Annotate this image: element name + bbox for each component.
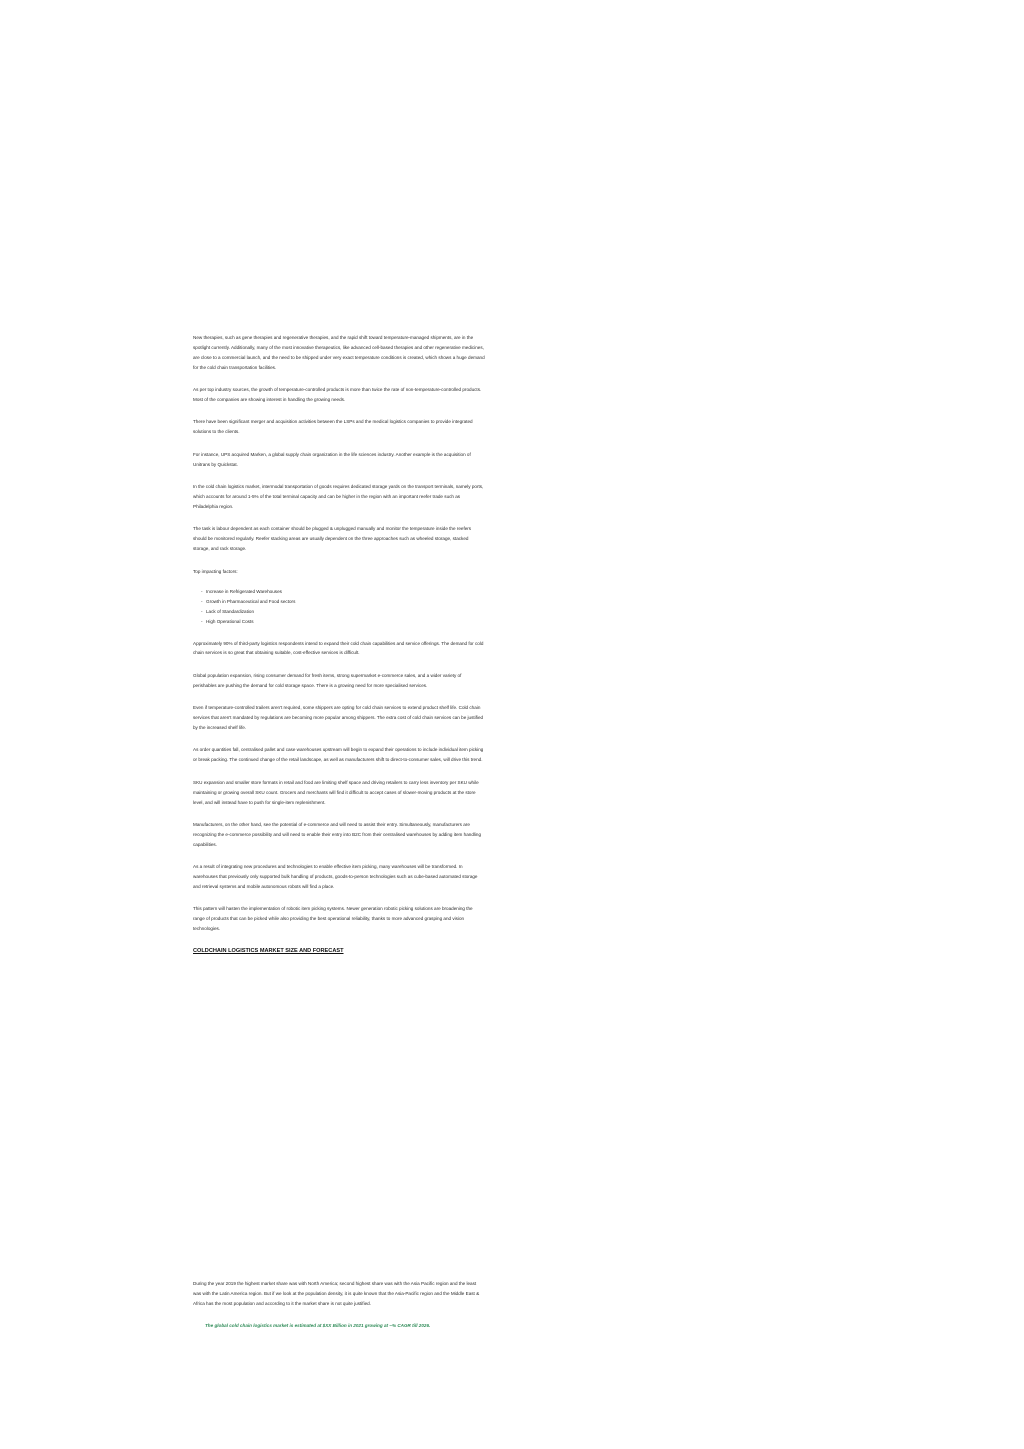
paragraph: As a result of integrating new procedures and technologies to enable effective item picking, many warehouses will be transformed. In warehouses that previously only supported bulk handling of products, goods-to-person technologies such as cube-based automated storage and retrieval systems and mobile autonomous robots will find a place. (193, 864, 478, 889)
paragraph: As order quantities fall, centralised pallet and case warehouses upstream will begin to expand their operations to include individual item picking or break packing. The continued change of the retail landscape, as well as manufacturers shift to direct-to-consumer sales, will drive this trend. (193, 747, 484, 763)
paragraph: During the year 2019 the highest market share was with North America; second highest share was with the Asia Pacific region and the least was with the Latin America region. But if we look at the population density, it is quite known that the Asia-Pacific region and the Middle East & Africa has the most population and according to it the market share is not quite justified. (193, 1281, 480, 1306)
paragraph: New therapies, such as gene therapies and regenerative therapies, and the rapid shift toward temperature-managed shipments, are in the spotlight currently. Additionally, many of the most innovative therapeutics, like advanced cell-based therapies and other regenerative medicines, are close to a commercial launch, and the need to be shipped under very exact temperature conditions is created, which shows a huge demand for the cold chain transportation facilities. (193, 335, 485, 370)
list-item: - Lack of Standardization (201, 607, 485, 617)
factors-intro: Top impacting factors: (193, 568, 238, 574)
paragraph: This pattern will hasten the implementation of robotic item picking systems. Newer generation robotic picking solutions are broadening the range of products that can be picked while also providing the best operational reliability, thanks to more advanced grasping and vision technologies. (193, 906, 473, 932)
section-heading: COLDCHAIN LOGISTICS MARKET SIZE AND FORECAST (193, 947, 344, 954)
paragraph: There have been significant merger and acquisition activities between the LSPs and the medical logistics companies to provide integrated solutions to the clients. (193, 419, 473, 435)
paragraph: Manufacturers, on the other hand, see the potential of e-commerce and will need to assist their entry. Simultaneously, manufacturers are recognizing the e-commerce possibility and will need to enable their entry into B2C from their centralised warehouses by adding item handling capabilities. (193, 821, 482, 847)
paragraph: SKU expansion and smaller store formats in retail and food are limiting shelf space and driving retailers to carry less inventory per SKU while maintaining or growing overall SKU count. Grocers and merchants will find it difficult to accept cases of slower-moving products at the store level, and will instead have to push for single-item replenishment. (193, 779, 479, 805)
paragraph: The task is labour dependent as each container should be plugged & unplugged manually and monitor the temperature inside the reefers should be monitored regularly. Reefer stacking areas are usually dependent on the three approaches such as wheeled storage, stacked storage, and rack storage. (193, 526, 472, 552)
market-estimate-highlight: The global cold chain logistics market is estimated at $XX Billion in 2021 growing at ~% CAGR till 2026. (205, 1323, 431, 1329)
list-item: - Increase in Refrigerated Warehouses (201, 587, 485, 597)
paragraph: In the cold chain logistics market, intermodal transportation of goods requires dedicated storage yards on the transport terminals, namely ports, which accounts for around 1-5% of the total terminal capacity and can be higher in the region with an important reefer trade such as Philadelphia region. (193, 484, 484, 509)
paragraph: Approximately 90% of third-party logistics respondents intend to expand their cold chain capabilities and service offerings. The demand for cold chain services is so great that obtaining suitable, cost-effective services is difficult. (193, 640, 484, 656)
paragraph: As per top industry sources, the growth of temperature-controlled products is more than twice the rate of non-temperature-controlled products. Most of the companies are showing interest in handling the growing needs. (193, 387, 482, 403)
paragraph: Global population expansion, rising consumer demand for fresh items, strong supermarket e-commerce sales, and a wider variety of perishables are pushing the demand for cold storage space. There is a growing need for more specialised services. (193, 672, 462, 688)
list-item: - High Operational Costs (201, 617, 485, 627)
impacting-factors-list (193, 587, 485, 627)
market-share-block (193, 1279, 485, 1330)
list-item: - Growth in Pharmaceutical and Food sectors (201, 597, 485, 607)
paragraph: For instance, UPS acquired Marken, a global supply chain organization in the life sciences industry. Another example is the acquisition of Unitrans by Quickstat. (193, 451, 471, 467)
document-body (193, 333, 485, 956)
paragraph: Even if temperature-controlled trailers aren't required, some shippers are opting for cold chain services to extend product shelf life. Cold chain services that aren't mandated by regulations are becoming more popular among shippers. The extra cost of cold chain services can be justified by the increased shelf life. (193, 705, 484, 730)
